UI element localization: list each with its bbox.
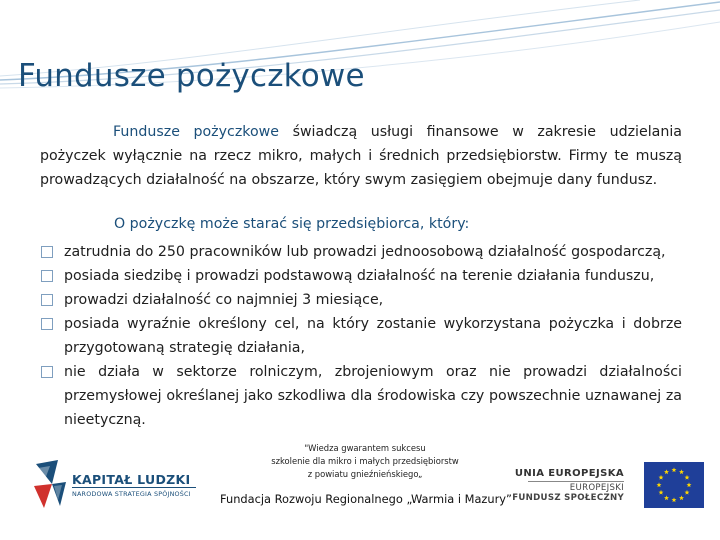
divider xyxy=(528,481,624,482)
list-item-text: nie działa w sektorze rolniczym, zbrojeniowym oraz nie prowadzi działalności przemysłowej określanej jako szkodliwa dla środowiska czy powszechnie uznawanej za nieetyczną. xyxy=(64,364,682,428)
foundation-name: Fundacja Rozwoju Regionalnego „Warmia i Mazury” xyxy=(220,492,512,506)
criteria-heading: O pożyczkę może starać się przedsiębiorca, który: xyxy=(114,216,470,232)
quote-line: szkolenie dla mikro i małych przedsiębiorstw xyxy=(271,456,459,466)
list-item xyxy=(40,312,682,360)
eu-fund-line-2: FUNDUSZ SPOŁECZNY xyxy=(512,493,624,503)
kapital-ludzki-subtitle: NARODOWA STRATEGIA SPÓJNOŚCI xyxy=(72,490,191,498)
eu-title: UNIA EUROPEJSKA xyxy=(514,468,624,479)
list-item-text: posiada siedzibę i prowadzi podstawową działalność na terenie działania funduszu, xyxy=(64,268,655,284)
intro-paragraph xyxy=(40,120,682,192)
eu-fund-line-1: EUROPEJSKI xyxy=(569,483,624,493)
eu-flag-icon xyxy=(644,462,704,508)
intro-highlight: Fundusze pożyczkowe xyxy=(113,124,279,140)
list-item xyxy=(40,360,682,432)
list-item-text: prowadzi działalność co najmniej 3 miesiące, xyxy=(64,292,384,308)
project-quote xyxy=(240,442,490,481)
page-title: Fundusze pożyczkowe xyxy=(18,58,365,94)
list-item xyxy=(40,240,682,264)
list-item xyxy=(40,264,682,288)
quote-line: "Wiedza gwarantem sukcesu xyxy=(304,443,426,453)
checkbox-bullet-icon xyxy=(41,294,53,306)
kapital-ludzki-name: KAPITAŁ LUDZKI xyxy=(72,472,191,487)
quote-line: z powiatu gnieźnieńskiego„ xyxy=(307,469,423,479)
checkbox-bullet-icon xyxy=(41,270,53,282)
criteria-list xyxy=(40,240,682,432)
list-item xyxy=(40,288,682,312)
checkbox-bullet-icon xyxy=(41,366,53,378)
intro-text: świadczą usługi finansowe w zakresie udzielania pożyczek wyłącznie na rzecz mikro, małych i średnich przedsiębiorstw. Firmy te muszą prowadzących działalność na obszarze, który swym zasięgiem obejmuje dany fundusz. xyxy=(40,124,682,188)
list-item-text: posiada wyraźnie określony cel, na który zostanie wykorzystana pożyczka i dobrze przygotowaną strategię działania, xyxy=(64,316,682,356)
divider xyxy=(72,487,196,488)
checkbox-bullet-icon xyxy=(41,318,53,330)
checkbox-bullet-icon xyxy=(41,246,53,258)
list-item-text: zatrudnia do 250 pracowników lub prowadzi jednoosobową działalność gospodarczą, xyxy=(64,244,666,260)
